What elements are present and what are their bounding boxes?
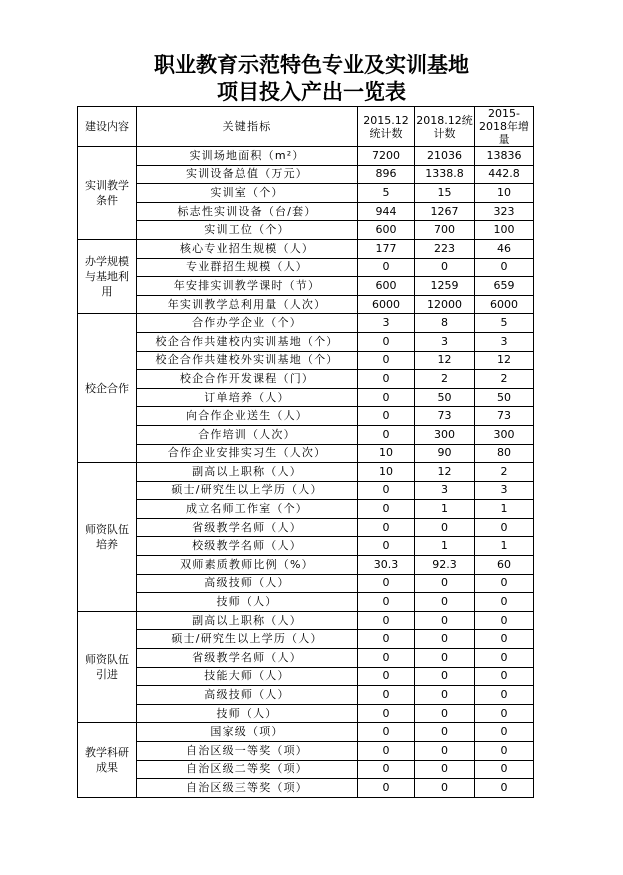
table-row bbox=[78, 332, 534, 351]
indicator-cell: 校企合作开发课程（门） bbox=[137, 370, 358, 389]
value-2018-cell: 0 bbox=[415, 667, 475, 686]
indicator-cell: 实训设备总值（万元） bbox=[137, 165, 358, 184]
value-2015-cell: 5 bbox=[358, 184, 415, 203]
table-row bbox=[78, 277, 534, 296]
value-2018-cell: 0 bbox=[415, 742, 475, 761]
value-2015-cell: 600 bbox=[358, 221, 415, 240]
indicator-cell: 硕士/研究生以上学历（人） bbox=[137, 481, 358, 500]
indicator-cell: 自治区级二等奖（项） bbox=[137, 760, 358, 779]
value-increase-cell: 0 bbox=[475, 649, 534, 668]
table-row bbox=[78, 351, 534, 370]
value-2018-cell: 0 bbox=[415, 593, 475, 612]
value-2015-cell: 10 bbox=[358, 463, 415, 482]
indicator-cell: 向合作企业送生（人） bbox=[137, 407, 358, 426]
category-cell: 办学规模与基地利用 bbox=[78, 239, 137, 313]
header-category: 建设内容 bbox=[78, 107, 137, 147]
value-2018-cell: 12 bbox=[415, 463, 475, 482]
table-row bbox=[78, 221, 534, 240]
indicator-cell: 合作培训（人次） bbox=[137, 425, 358, 444]
value-2015-cell: 0 bbox=[358, 779, 415, 798]
table-row bbox=[78, 667, 534, 686]
value-increase-cell: 46 bbox=[475, 239, 534, 258]
table-row bbox=[78, 481, 534, 500]
table-row bbox=[78, 723, 534, 742]
value-2018-cell: 0 bbox=[415, 574, 475, 593]
value-2015-cell: 0 bbox=[358, 500, 415, 519]
value-2018-cell: 1338.8 bbox=[415, 165, 475, 184]
indicator-cell: 实训场地面积（m²） bbox=[137, 147, 358, 166]
value-2015-cell: 0 bbox=[358, 742, 415, 761]
indicator-cell: 年安排实训教学课时（节） bbox=[137, 277, 358, 296]
table-row bbox=[78, 649, 534, 668]
indicator-cell: 高级技师（人） bbox=[137, 686, 358, 705]
document-title-line1: 职业教育示范特色专业及实训基地 bbox=[154, 53, 469, 77]
document-title-line2: 项目投入产出一览表 bbox=[217, 80, 406, 104]
value-increase-cell: 659 bbox=[475, 277, 534, 296]
value-2015-cell: 0 bbox=[358, 611, 415, 630]
value-2015-cell: 0 bbox=[358, 704, 415, 723]
value-2018-cell: 73 bbox=[415, 407, 475, 426]
indicator-cell: 双师素质教师比例（%） bbox=[137, 556, 358, 575]
value-increase-cell: 13836 bbox=[475, 147, 534, 166]
value-2018-cell: 300 bbox=[415, 425, 475, 444]
indicator-cell: 成立名师工作室（个） bbox=[137, 500, 358, 519]
value-increase-cell: 0 bbox=[475, 686, 534, 705]
header-increase: 2015-2018年增量 bbox=[475, 107, 534, 147]
category-cell: 教学科研成果 bbox=[78, 723, 137, 797]
table-row bbox=[78, 370, 534, 389]
value-increase-cell: 0 bbox=[475, 611, 534, 630]
value-2015-cell: 30.3 bbox=[358, 556, 415, 575]
value-increase-cell: 5 bbox=[475, 314, 534, 333]
value-2015-cell: 0 bbox=[358, 630, 415, 649]
value-increase-cell: 0 bbox=[475, 760, 534, 779]
value-2018-cell: 8 bbox=[415, 314, 475, 333]
value-2018-cell: 90 bbox=[415, 444, 475, 463]
value-2018-cell: 0 bbox=[415, 630, 475, 649]
table-row bbox=[78, 444, 534, 463]
indicator-cell: 副高以上职称（人） bbox=[137, 463, 358, 482]
value-2018-cell: 3 bbox=[415, 481, 475, 500]
value-2018-cell: 21036 bbox=[415, 147, 475, 166]
value-increase-cell: 50 bbox=[475, 388, 534, 407]
table-row bbox=[78, 574, 534, 593]
value-2018-cell: 15 bbox=[415, 184, 475, 203]
table-row bbox=[78, 388, 534, 407]
value-2018-cell: 12000 bbox=[415, 295, 475, 314]
input-output-table bbox=[77, 106, 534, 798]
value-increase-cell: 2 bbox=[475, 370, 534, 389]
value-increase-cell: 0 bbox=[475, 518, 534, 537]
value-2015-cell: 600 bbox=[358, 277, 415, 296]
value-increase-cell: 1 bbox=[475, 500, 534, 519]
value-2015-cell: 10 bbox=[358, 444, 415, 463]
header-2015: 2015.12统计数 bbox=[358, 107, 415, 147]
indicator-cell: 技师（人） bbox=[137, 593, 358, 612]
indicator-cell: 标志性实训设备（台/套） bbox=[137, 202, 358, 221]
value-2018-cell: 0 bbox=[415, 779, 475, 798]
value-2018-cell: 223 bbox=[415, 239, 475, 258]
value-increase-cell: 80 bbox=[475, 444, 534, 463]
indicator-cell: 订单培养（人） bbox=[137, 388, 358, 407]
value-2015-cell: 0 bbox=[358, 425, 415, 444]
value-increase-cell: 0 bbox=[475, 723, 534, 742]
value-2015-cell: 7200 bbox=[358, 147, 415, 166]
value-2015-cell: 0 bbox=[358, 686, 415, 705]
table-row bbox=[78, 202, 534, 221]
table-row bbox=[78, 686, 534, 705]
indicator-cell: 自治区级三等奖（项） bbox=[137, 779, 358, 798]
value-2018-cell: 0 bbox=[415, 686, 475, 705]
indicator-cell: 实训室（个） bbox=[137, 184, 358, 203]
table-row bbox=[78, 147, 534, 166]
value-2015-cell: 896 bbox=[358, 165, 415, 184]
value-2015-cell: 0 bbox=[358, 351, 415, 370]
value-increase-cell: 1 bbox=[475, 537, 534, 556]
value-2015-cell: 0 bbox=[358, 760, 415, 779]
table-row bbox=[78, 779, 534, 798]
header-2018: 2018.12统计数 bbox=[415, 107, 475, 147]
indicator-cell: 校级教学名师（人） bbox=[137, 537, 358, 556]
value-increase-cell: 0 bbox=[475, 574, 534, 593]
table-row bbox=[78, 184, 534, 203]
value-increase-cell: 300 bbox=[475, 425, 534, 444]
table-row bbox=[78, 407, 534, 426]
value-increase-cell: 3 bbox=[475, 481, 534, 500]
value-2015-cell: 0 bbox=[358, 593, 415, 612]
value-increase-cell: 0 bbox=[475, 704, 534, 723]
table-row bbox=[78, 742, 534, 761]
table-row bbox=[78, 704, 534, 723]
indicator-cell: 核心专业招生规模（人） bbox=[137, 239, 358, 258]
category-cell: 师资队伍培养 bbox=[78, 463, 137, 612]
value-increase-cell: 0 bbox=[475, 667, 534, 686]
table-body bbox=[78, 107, 534, 798]
indicator-cell: 硕士/研究生以上学历（人） bbox=[137, 630, 358, 649]
indicator-cell: 合作企业安排实习生（人次） bbox=[137, 444, 358, 463]
table-row bbox=[78, 425, 534, 444]
value-increase-cell: 6000 bbox=[475, 295, 534, 314]
table-row bbox=[78, 165, 534, 184]
table-row bbox=[78, 314, 534, 333]
table-row bbox=[78, 518, 534, 537]
value-2018-cell: 92.3 bbox=[415, 556, 475, 575]
value-2015-cell: 0 bbox=[358, 723, 415, 742]
table-row bbox=[78, 630, 534, 649]
value-2018-cell: 0 bbox=[415, 518, 475, 537]
value-increase-cell: 10 bbox=[475, 184, 534, 203]
value-2015-cell: 6000 bbox=[358, 295, 415, 314]
indicator-cell: 实训工位（个） bbox=[137, 221, 358, 240]
category-cell: 实训教学条件 bbox=[78, 147, 137, 240]
value-2018-cell: 0 bbox=[415, 611, 475, 630]
indicator-cell: 校企合作共建校内实训基地（个） bbox=[137, 332, 358, 351]
category-cell: 校企合作 bbox=[78, 314, 137, 463]
value-2015-cell: 0 bbox=[358, 574, 415, 593]
table-row bbox=[78, 295, 534, 314]
value-2015-cell: 0 bbox=[358, 537, 415, 556]
indicator-cell: 技师（人） bbox=[137, 704, 358, 723]
value-2015-cell: 0 bbox=[358, 649, 415, 668]
value-increase-cell: 60 bbox=[475, 556, 534, 575]
value-2015-cell: 0 bbox=[358, 258, 415, 277]
table-row bbox=[78, 593, 534, 612]
value-2018-cell: 3 bbox=[415, 332, 475, 351]
value-2015-cell: 944 bbox=[358, 202, 415, 221]
value-2015-cell: 0 bbox=[358, 481, 415, 500]
value-2018-cell: 0 bbox=[415, 723, 475, 742]
indicator-cell: 校企合作共建校外实训基地（个） bbox=[137, 351, 358, 370]
value-increase-cell: 0 bbox=[475, 779, 534, 798]
value-increase-cell: 100 bbox=[475, 221, 534, 240]
indicator-cell: 专业群招生规模（人） bbox=[137, 258, 358, 277]
table-row bbox=[78, 239, 534, 258]
value-2018-cell: 0 bbox=[415, 649, 475, 668]
indicator-cell: 自治区级一等奖（项） bbox=[137, 742, 358, 761]
value-2018-cell: 1259 bbox=[415, 277, 475, 296]
table-row bbox=[78, 258, 534, 277]
value-2018-cell: 1 bbox=[415, 500, 475, 519]
value-2018-cell: 12 bbox=[415, 351, 475, 370]
indicator-cell: 年实训教学总利用量（人次） bbox=[137, 295, 358, 314]
value-2018-cell: 0 bbox=[415, 704, 475, 723]
value-2018-cell: 2 bbox=[415, 370, 475, 389]
indicator-cell: 省级教学名师（人） bbox=[137, 518, 358, 537]
category-cell: 师资队伍引进 bbox=[78, 611, 137, 723]
value-2018-cell: 1267 bbox=[415, 202, 475, 221]
value-2015-cell: 0 bbox=[358, 388, 415, 407]
indicator-cell: 技能大师（人） bbox=[137, 667, 358, 686]
table-row bbox=[78, 500, 534, 519]
value-2015-cell: 3 bbox=[358, 314, 415, 333]
table-row bbox=[78, 537, 534, 556]
value-2015-cell: 0 bbox=[358, 332, 415, 351]
value-2015-cell: 0 bbox=[358, 407, 415, 426]
header-indicator: 关键指标 bbox=[137, 107, 358, 147]
value-increase-cell: 2 bbox=[475, 463, 534, 482]
value-2015-cell: 0 bbox=[358, 667, 415, 686]
value-2015-cell: 0 bbox=[358, 370, 415, 389]
value-2015-cell: 0 bbox=[358, 518, 415, 537]
indicator-cell: 合作办学企业（个） bbox=[137, 314, 358, 333]
indicator-cell: 高级技师（人） bbox=[137, 574, 358, 593]
value-2018-cell: 1 bbox=[415, 537, 475, 556]
value-increase-cell: 12 bbox=[475, 351, 534, 370]
value-2018-cell: 0 bbox=[415, 760, 475, 779]
value-increase-cell: 442.8 bbox=[475, 165, 534, 184]
value-increase-cell: 0 bbox=[475, 593, 534, 612]
table-row bbox=[78, 760, 534, 779]
table-row bbox=[78, 611, 534, 630]
table-header-row bbox=[78, 107, 534, 147]
value-increase-cell: 323 bbox=[475, 202, 534, 221]
value-increase-cell: 0 bbox=[475, 258, 534, 277]
table-row bbox=[78, 463, 534, 482]
table-row bbox=[78, 556, 534, 575]
value-increase-cell: 0 bbox=[475, 630, 534, 649]
indicator-cell: 省级教学名师（人） bbox=[137, 649, 358, 668]
indicator-cell: 国家级（项） bbox=[137, 723, 358, 742]
value-increase-cell: 3 bbox=[475, 332, 534, 351]
value-2018-cell: 50 bbox=[415, 388, 475, 407]
value-increase-cell: 0 bbox=[475, 742, 534, 761]
value-increase-cell: 73 bbox=[475, 407, 534, 426]
value-2018-cell: 0 bbox=[415, 258, 475, 277]
value-2018-cell: 700 bbox=[415, 221, 475, 240]
value-2015-cell: 177 bbox=[358, 239, 415, 258]
indicator-cell: 副高以上职称（人） bbox=[137, 611, 358, 630]
